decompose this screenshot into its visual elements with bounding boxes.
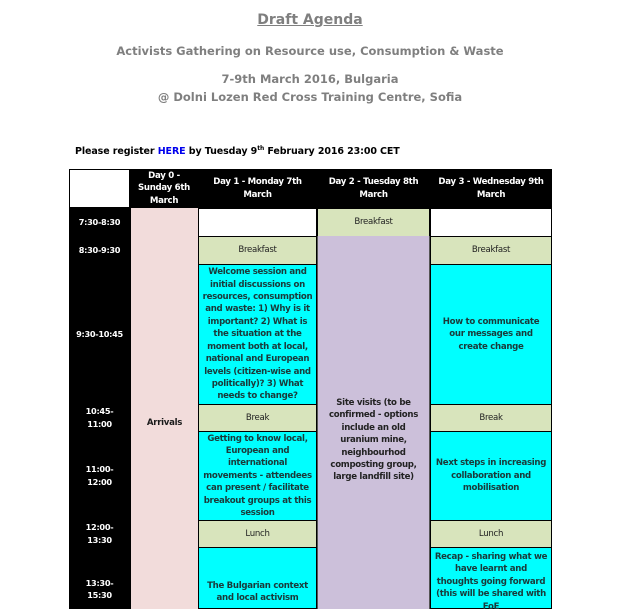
break-cell: Break bbox=[198, 404, 317, 432]
registration-notice bbox=[75, 145, 400, 157]
time-slot: 8:30-9:30 bbox=[69, 236, 130, 264]
time-slot: 12:00-13:30 bbox=[69, 520, 130, 547]
communicate-session-cell: How to communicate our messages and create change bbox=[430, 264, 552, 405]
column-header-day1: Day 1 - Monday 7th March bbox=[198, 169, 317, 208]
page-title: Draft Agenda bbox=[257, 12, 363, 28]
recap-session-cell: Recap - sharing what we have learnt and thoughts going forward (this will be shared with FoE bbox=[430, 547, 552, 609]
lunch-cell: Lunch bbox=[198, 520, 317, 548]
site-visits-cell: Site visits (to be confirmed - options include an old uranium mine, neighbourhod composting group, large landfill site) bbox=[317, 236, 430, 609]
column-header-day0: Day 0 - Sunday 6th March bbox=[130, 169, 198, 208]
breakfast-cell: Breakfast bbox=[317, 208, 430, 237]
time-slot: 9:30-10:45 bbox=[69, 264, 130, 404]
event-venue: @ Dolni Lozen Red Cross Training Centre, Sofia bbox=[157, 90, 463, 104]
registration-deadline: by Tuesday 9 bbox=[185, 146, 258, 158]
welcome-session-cell: Welcome session and initial discussions on resources, consumption and waste: 1) Why is it important? 2) What is the situation at the moment both at local, national and European levels (citizen-wise and politically)? 3) What needs to change? bbox=[198, 264, 317, 405]
next-steps-session-cell: Next steps in increasing collaboration and mobilisation bbox=[430, 431, 552, 521]
registration-prefix: Please register bbox=[75, 146, 158, 158]
lunch-cell: Lunch bbox=[430, 520, 552, 548]
ordinal-suffix: th bbox=[257, 145, 265, 152]
empty-slot bbox=[198, 208, 317, 237]
time-slot: 11:00-12:00 bbox=[69, 431, 130, 520]
bulgarian-context-session-cell: The Bulgarian context and local activism bbox=[198, 547, 317, 609]
getting-to-know-session-cell: Getting to know local, European and international movements - attendees can present / facilitate breakout groups at this session bbox=[198, 431, 317, 521]
breakfast-cell: Breakfast bbox=[198, 236, 317, 265]
registration-deadline-rest: February 2016 23:00 CET bbox=[264, 146, 400, 158]
time-slot: 13:30-15:30 bbox=[69, 547, 130, 609]
break-cell: Break bbox=[430, 404, 552, 432]
corner-cell bbox=[69, 169, 130, 208]
event-subtitle: Activists Gathering on Resource use, Consumption & Waste bbox=[116, 44, 504, 58]
arrivals-cell: Arrivals bbox=[130, 208, 198, 609]
column-header-day2: Day 2 - Tuesday 8th March bbox=[317, 169, 430, 208]
register-here-link[interactable]: HERE bbox=[157, 146, 186, 158]
empty-slot bbox=[430, 208, 552, 237]
time-slot: 7:30-8:30 bbox=[69, 208, 130, 236]
breakfast-cell: Breakfast bbox=[430, 236, 552, 265]
agenda-table bbox=[69, 169, 552, 612]
column-header-day3: Day 3 - Wednesday 9th March bbox=[430, 169, 552, 208]
event-dates: 7-9th March 2016, Bulgaria bbox=[221, 72, 399, 86]
time-slot: 10:45-11:00 bbox=[69, 404, 130, 431]
